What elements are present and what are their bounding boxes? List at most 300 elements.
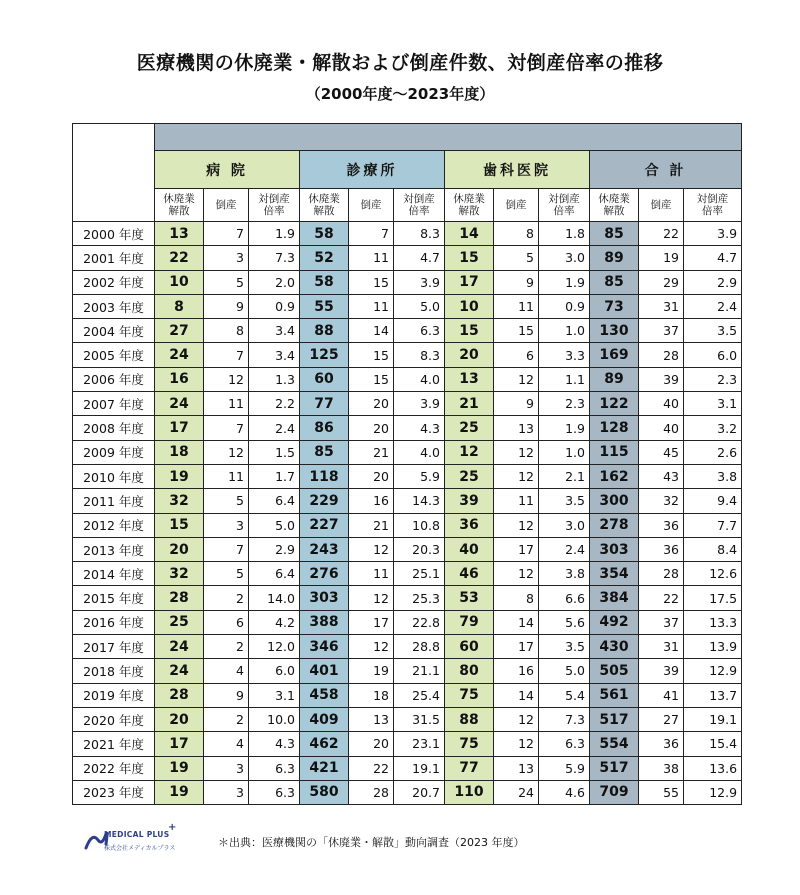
table-row [73, 683, 742, 707]
total-bankruptcies-cell: 43 [639, 464, 684, 488]
dental-closures-cell: 15 [445, 319, 494, 343]
subheader-text: 対倒産 [403, 193, 435, 205]
table-row [73, 513, 742, 537]
group-header-hospital: 病 院 [155, 151, 300, 189]
year-cell: 2017 年度 [73, 635, 155, 659]
subheader-text: 解散 [313, 205, 335, 217]
year-cell: 2003 年度 [73, 294, 155, 318]
subheader-text: 対倒産 [258, 193, 290, 205]
total-bankruptcies-cell: 37 [639, 319, 684, 343]
total-closures-cell: 85 [590, 270, 639, 294]
total-bankruptcies-cell: 29 [639, 270, 684, 294]
dental-closures-cell: 13 [445, 367, 494, 391]
total-ratio-cell: 2.4 [684, 294, 742, 318]
total-ratio-cell: 2.6 [684, 440, 742, 464]
total-bankruptcies-cell: 31 [639, 294, 684, 318]
clinic-bankruptcies-cell: 12 [349, 586, 394, 610]
hospital-ratio-cell: 6.3 [249, 780, 300, 804]
hospital-ratio-cell: 14.0 [249, 586, 300, 610]
subheader-text: 解散 [168, 205, 190, 217]
total-closures-cell: 492 [590, 610, 639, 634]
total-ratio-cell: 3.2 [684, 416, 742, 440]
table-row [73, 562, 742, 586]
dental-closures-cell: 21 [445, 392, 494, 416]
subheader-text: 倍率 [702, 205, 724, 217]
clinic-bankruptcies-cell: 20 [349, 416, 394, 440]
group-header-clinic: 診療所 [300, 151, 445, 189]
hospital-closures-cell: 24 [155, 635, 204, 659]
hospital-bankruptcies-cell: 11 [204, 392, 249, 416]
total-bankruptcies-cell: 31 [639, 635, 684, 659]
clinic-bankruptcies-cell: 7 [349, 222, 394, 246]
dental-bankruptcies-cell: 12 [494, 440, 539, 464]
hospital-closures-cell: 13 [155, 222, 204, 246]
hospital-ratio-cell: 3.1 [249, 683, 300, 707]
dental-closures-cell: 15 [445, 246, 494, 270]
subheader-total-bankruptcy [639, 189, 684, 222]
year-cell: 2007 年度 [73, 392, 155, 416]
clinic-closures-cell: 229 [300, 489, 349, 513]
total-bankruptcies-cell: 28 [639, 343, 684, 367]
hospital-closures-cell: 22 [155, 246, 204, 270]
hospital-closures-cell: 19 [155, 780, 204, 804]
clinic-bankruptcies-cell: 20 [349, 732, 394, 756]
hospital-bankruptcies-cell: 7 [204, 222, 249, 246]
clinic-ratio-cell: 25.4 [394, 683, 445, 707]
total-bankruptcies-cell: 41 [639, 683, 684, 707]
source-note: ＊出典：医療機関の「休廃業・解散」動向調査（2023 年度） [218, 836, 525, 849]
subheader-hospital-ratio [249, 189, 300, 222]
hospital-bankruptcies-cell: 3 [204, 756, 249, 780]
dental-ratio-cell: 1.1 [539, 367, 590, 391]
hospital-ratio-cell: 12.0 [249, 635, 300, 659]
hospital-closures-cell: 20 [155, 537, 204, 561]
hospital-ratio-cell: 6.0 [249, 659, 300, 683]
page-subtitle: （2000年度～2023年度） [305, 85, 495, 103]
clinic-ratio-cell: 28.8 [394, 635, 445, 659]
clinic-bankruptcies-cell: 15 [349, 367, 394, 391]
hospital-closures-cell: 28 [155, 683, 204, 707]
dental-bankruptcies-cell: 13 [494, 416, 539, 440]
total-closures-cell: 130 [590, 319, 639, 343]
table-row [73, 732, 742, 756]
hospital-closures-cell: 20 [155, 707, 204, 731]
hospital-ratio-cell: 10.0 [249, 707, 300, 731]
dental-closures-cell: 12 [445, 440, 494, 464]
hospital-ratio-cell: 1.7 [249, 464, 300, 488]
total-closures-cell: 430 [590, 635, 639, 659]
clinic-bankruptcies-cell: 12 [349, 537, 394, 561]
hospital-bankruptcies-cell: 7 [204, 343, 249, 367]
dental-closures-cell: 40 [445, 537, 494, 561]
clinic-ratio-cell: 3.9 [394, 270, 445, 294]
clinic-ratio-cell: 20.7 [394, 780, 445, 804]
total-bankruptcies-cell: 27 [639, 707, 684, 731]
hospital-closures-cell: 19 [155, 756, 204, 780]
total-closures-cell: 384 [590, 586, 639, 610]
clinic-ratio-cell: 25.1 [394, 562, 445, 586]
hospital-ratio-cell: 2.9 [249, 537, 300, 561]
dental-bankruptcies-cell: 11 [494, 489, 539, 513]
clinic-bankruptcies-cell: 20 [349, 464, 394, 488]
dental-closures-cell: 46 [445, 562, 494, 586]
total-ratio-cell: 3.1 [684, 392, 742, 416]
total-ratio-cell: 9.4 [684, 489, 742, 513]
hospital-ratio-cell: 5.0 [249, 513, 300, 537]
hospital-bankruptcies-cell: 6 [204, 610, 249, 634]
hospital-closures-cell: 15 [155, 513, 204, 537]
clinic-bankruptcies-cell: 21 [349, 440, 394, 464]
dental-bankruptcies-cell: 14 [494, 610, 539, 634]
table-row [73, 367, 742, 391]
dental-closures-cell: 17 [445, 270, 494, 294]
total-closures-cell: 73 [590, 294, 639, 318]
hospital-bankruptcies-cell: 11 [204, 464, 249, 488]
subheader-text: 倒産 [360, 199, 382, 211]
hospital-closures-cell: 27 [155, 319, 204, 343]
clinic-ratio-cell: 25.3 [394, 586, 445, 610]
hospital-bankruptcies-cell: 12 [204, 440, 249, 464]
year-cell: 2021 年度 [73, 732, 155, 756]
clinic-ratio-cell: 5.0 [394, 294, 445, 318]
hospital-closures-cell: 24 [155, 392, 204, 416]
dental-closures-cell: 36 [445, 513, 494, 537]
hospital-ratio-cell: 6.3 [249, 756, 300, 780]
hospital-bankruptcies-cell: 12 [204, 367, 249, 391]
hospital-bankruptcies-cell: 9 [204, 683, 249, 707]
hospital-bankruptcies-cell: 5 [204, 489, 249, 513]
clinic-closures-cell: 86 [300, 416, 349, 440]
year-cell: 2004 年度 [73, 319, 155, 343]
clinic-ratio-cell: 14.3 [394, 489, 445, 513]
dental-ratio-cell: 3.8 [539, 562, 590, 586]
year-cell: 2019 年度 [73, 683, 155, 707]
clinic-closures-cell: 77 [300, 392, 349, 416]
dental-closures-cell: 75 [445, 732, 494, 756]
hospital-closures-cell: 32 [155, 489, 204, 513]
subheader-text: 解散 [458, 205, 480, 217]
hospital-closures-cell: 8 [155, 294, 204, 318]
hospital-ratio-cell: 1.3 [249, 367, 300, 391]
total-closures-cell: 517 [590, 756, 639, 780]
hospital-ratio-cell: 4.3 [249, 732, 300, 756]
total-ratio-cell: 3.5 [684, 319, 742, 343]
clinic-ratio-cell: 8.3 [394, 343, 445, 367]
total-bankruptcies-cell: 55 [639, 780, 684, 804]
total-bankruptcies-cell: 19 [639, 246, 684, 270]
total-ratio-cell: 13.9 [684, 635, 742, 659]
clinic-ratio-cell: 20.3 [394, 537, 445, 561]
total-closures-cell: 278 [590, 513, 639, 537]
hospital-bankruptcies-cell: 2 [204, 586, 249, 610]
hospital-bankruptcies-cell: 3 [204, 246, 249, 270]
clinic-closures-cell: 88 [300, 319, 349, 343]
dental-closures-cell: 75 [445, 683, 494, 707]
hospital-closures-cell: 28 [155, 586, 204, 610]
total-closures-cell: 169 [590, 343, 639, 367]
year-cell: 2002 年度 [73, 270, 155, 294]
subheader-dental-bankruptcy [494, 189, 539, 222]
clinic-ratio-cell: 4.0 [394, 440, 445, 464]
clinic-bankruptcies-cell: 20 [349, 392, 394, 416]
hospital-bankruptcies-cell: 3 [204, 780, 249, 804]
year-cell: 2001 年度 [73, 246, 155, 270]
dental-ratio-cell: 1.8 [539, 222, 590, 246]
clinic-closures-cell: 346 [300, 635, 349, 659]
clinic-bankruptcies-cell: 16 [349, 489, 394, 513]
dental-ratio-cell: 1.9 [539, 416, 590, 440]
dental-bankruptcies-cell: 15 [494, 319, 539, 343]
total-closures-cell: 561 [590, 683, 639, 707]
subheader-text: 倍率 [263, 205, 285, 217]
clinic-closures-cell: 276 [300, 562, 349, 586]
dental-closures-cell: 20 [445, 343, 494, 367]
dental-ratio-cell: 3.3 [539, 343, 590, 367]
clinic-closures-cell: 458 [300, 683, 349, 707]
hospital-closures-cell: 32 [155, 562, 204, 586]
clinic-ratio-cell: 19.1 [394, 756, 445, 780]
subheader-text: 対倒産 [696, 193, 729, 205]
hospital-bankruptcies-cell: 4 [204, 732, 249, 756]
hospital-ratio-cell: 4.2 [249, 610, 300, 634]
total-ratio-cell: 6.0 [684, 343, 742, 367]
table-row [73, 707, 742, 731]
table-row [73, 586, 742, 610]
table-row [73, 416, 742, 440]
hospital-ratio-cell: 1.5 [249, 440, 300, 464]
dental-bankruptcies-cell: 17 [494, 635, 539, 659]
logo-name: MEDICAL PLUS [104, 830, 170, 839]
total-ratio-cell: 13.3 [684, 610, 742, 634]
total-closures-cell: 354 [590, 562, 639, 586]
total-ratio-cell: 4.7 [684, 246, 742, 270]
hospital-bankruptcies-cell: 7 [204, 416, 249, 440]
clinic-closures-cell: 118 [300, 464, 349, 488]
clinic-ratio-cell: 4.0 [394, 367, 445, 391]
table-row [73, 440, 742, 464]
year-cell: 2006 年度 [73, 367, 155, 391]
dental-ratio-cell: 7.3 [539, 707, 590, 731]
subheader-hospital-closure [155, 189, 204, 222]
total-ratio-cell: 2.3 [684, 367, 742, 391]
dental-closures-cell: 79 [445, 610, 494, 634]
year-cell: 2010 年度 [73, 464, 155, 488]
dental-closures-cell: 25 [445, 416, 494, 440]
clinic-closures-cell: 85 [300, 440, 349, 464]
year-cell: 2011 年度 [73, 489, 155, 513]
total-ratio-cell: 3.8 [684, 464, 742, 488]
dental-bankruptcies-cell: 9 [494, 392, 539, 416]
dental-closures-cell: 39 [445, 489, 494, 513]
total-closures-cell: 554 [590, 732, 639, 756]
dental-bankruptcies-cell: 17 [494, 537, 539, 561]
logo-plus: + [168, 822, 177, 833]
table-row [73, 246, 742, 270]
total-ratio-cell: 13.7 [684, 683, 742, 707]
dental-closures-cell: 77 [445, 756, 494, 780]
hospital-ratio-cell: 1.9 [249, 222, 300, 246]
subheader-hospital-bankruptcy [204, 189, 249, 222]
clinic-ratio-cell: 8.3 [394, 222, 445, 246]
dental-ratio-cell: 3.0 [539, 246, 590, 270]
clinic-closures-cell: 388 [300, 610, 349, 634]
clinic-closures-cell: 580 [300, 780, 349, 804]
hospital-ratio-cell: 3.4 [249, 319, 300, 343]
clinic-bankruptcies-cell: 15 [349, 270, 394, 294]
year-cell: 2012 年度 [73, 513, 155, 537]
clinic-bankruptcies-cell: 19 [349, 659, 394, 683]
total-closures-cell: 128 [590, 416, 639, 440]
dental-bankruptcies-cell: 13 [494, 756, 539, 780]
clinic-closures-cell: 401 [300, 659, 349, 683]
subheader-text: 休廃業 [163, 193, 195, 205]
dental-ratio-cell: 3.0 [539, 513, 590, 537]
total-ratio-cell: 15.4 [684, 732, 742, 756]
hospital-closures-cell: 25 [155, 610, 204, 634]
table-row [73, 489, 742, 513]
subheader-dental-closure [445, 189, 494, 222]
clinic-bankruptcies-cell: 14 [349, 319, 394, 343]
clinic-bankruptcies-cell: 21 [349, 513, 394, 537]
dental-ratio-cell: 0.9 [539, 294, 590, 318]
subheader-total-ratio [684, 189, 742, 222]
year-cell: 2023 年度 [73, 780, 155, 804]
dental-closures-cell: 53 [445, 586, 494, 610]
table-row [73, 610, 742, 634]
dental-ratio-cell: 1.0 [539, 440, 590, 464]
dental-bankruptcies-cell: 12 [494, 562, 539, 586]
clinic-ratio-cell: 21.1 [394, 659, 445, 683]
hospital-closures-cell: 18 [155, 440, 204, 464]
dental-closures-cell: 110 [445, 780, 494, 804]
clinic-ratio-cell: 10.8 [394, 513, 445, 537]
page-title: 医療機関の休廃業・解散および倒産件数、対倒産倍率の推移 [136, 52, 664, 74]
subheader-dental-ratio [539, 189, 590, 222]
total-bankruptcies-cell: 40 [639, 392, 684, 416]
total-closures-cell: 115 [590, 440, 639, 464]
clinic-closures-cell: 125 [300, 343, 349, 367]
hospital-closures-cell: 17 [155, 416, 204, 440]
hospital-bankruptcies-cell: 7 [204, 537, 249, 561]
hospital-closures-cell: 24 [155, 659, 204, 683]
hospital-ratio-cell: 3.4 [249, 343, 300, 367]
clinic-bankruptcies-cell: 28 [349, 780, 394, 804]
dental-ratio-cell: 5.9 [539, 756, 590, 780]
clinic-bankruptcies-cell: 11 [349, 246, 394, 270]
hospital-bankruptcies-cell: 4 [204, 659, 249, 683]
year-cell: 2022 年度 [73, 756, 155, 780]
dental-bankruptcies-cell: 6 [494, 343, 539, 367]
dental-ratio-cell: 2.3 [539, 392, 590, 416]
total-ratio-cell: 12.6 [684, 562, 742, 586]
total-ratio-cell: 19.1 [684, 707, 742, 731]
year-cell: 2014 年度 [73, 562, 155, 586]
year-cell: 2015 年度 [73, 586, 155, 610]
dental-bankruptcies-cell: 12 [494, 513, 539, 537]
subheader-text: 倒産 [650, 199, 672, 211]
dental-bankruptcies-cell: 12 [494, 464, 539, 488]
clinic-closures-cell: 60 [300, 367, 349, 391]
hospital-bankruptcies-cell: 3 [204, 513, 249, 537]
total-ratio-cell: 8.4 [684, 537, 742, 561]
subheader-text: 倍率 [408, 205, 430, 217]
total-ratio-cell: 12.9 [684, 659, 742, 683]
subheader-total-closure [590, 189, 639, 222]
year-cell: 2018 年度 [73, 659, 155, 683]
hospital-closures-cell: 19 [155, 464, 204, 488]
hospital-closures-cell: 17 [155, 732, 204, 756]
hospital-closures-cell: 10 [155, 270, 204, 294]
table-row [73, 464, 742, 488]
total-ratio-cell: 12.9 [684, 780, 742, 804]
dental-ratio-cell: 5.4 [539, 683, 590, 707]
clinic-closures-cell: 243 [300, 537, 349, 561]
dental-closures-cell: 80 [445, 659, 494, 683]
total-closures-cell: 162 [590, 464, 639, 488]
clinic-closures-cell: 227 [300, 513, 349, 537]
dental-ratio-cell: 3.5 [539, 489, 590, 513]
total-bankruptcies-cell: 45 [639, 440, 684, 464]
clinic-ratio-cell: 3.9 [394, 392, 445, 416]
dental-ratio-cell: 6.3 [539, 732, 590, 756]
subheader-text: 倒産 [505, 199, 527, 211]
total-ratio-cell: 13.6 [684, 756, 742, 780]
table-row [73, 294, 742, 318]
dental-closures-cell: 60 [445, 635, 494, 659]
dental-ratio-cell: 5.6 [539, 610, 590, 634]
clinic-ratio-cell: 4.7 [394, 246, 445, 270]
hospital-ratio-cell: 0.9 [249, 294, 300, 318]
hospital-ratio-cell: 2.2 [249, 392, 300, 416]
total-bankruptcies-cell: 39 [639, 659, 684, 683]
dental-bankruptcies-cell: 8 [494, 222, 539, 246]
total-bankruptcies-cell: 28 [639, 562, 684, 586]
year-cell: 2000 年度 [73, 222, 155, 246]
hospital-ratio-cell: 6.4 [249, 489, 300, 513]
subheader-text: 解散 [603, 205, 625, 217]
total-closures-cell: 300 [590, 489, 639, 513]
clinic-bankruptcies-cell: 13 [349, 707, 394, 731]
year-cell: 2016 年度 [73, 610, 155, 634]
clinic-bankruptcies-cell: 22 [349, 756, 394, 780]
clinic-ratio-cell: 4.3 [394, 416, 445, 440]
hospital-bankruptcies-cell: 2 [204, 707, 249, 731]
dental-ratio-cell: 2.1 [539, 464, 590, 488]
clinic-closures-cell: 421 [300, 756, 349, 780]
year-cell: 2009 年度 [73, 440, 155, 464]
table-row [73, 780, 742, 804]
clinic-closures-cell: 462 [300, 732, 349, 756]
clinic-ratio-cell: 6.3 [394, 319, 445, 343]
total-bankruptcies-cell: 38 [639, 756, 684, 780]
table-row [73, 343, 742, 367]
dental-bankruptcies-cell: 16 [494, 659, 539, 683]
logo-company: 株式会社メディカルプラス [104, 845, 176, 852]
dental-ratio-cell: 1.0 [539, 319, 590, 343]
hospital-closures-cell: 24 [155, 343, 204, 367]
dental-ratio-cell: 5.0 [539, 659, 590, 683]
total-closures-cell: 122 [590, 392, 639, 416]
total-bankruptcies-cell: 22 [639, 222, 684, 246]
table-row [73, 659, 742, 683]
hospital-closures-cell: 16 [155, 367, 204, 391]
clinic-bankruptcies-cell: 12 [349, 635, 394, 659]
total-ratio-cell: 17.5 [684, 586, 742, 610]
hospital-bankruptcies-cell: 8 [204, 319, 249, 343]
table-row [73, 222, 742, 246]
clinic-bankruptcies-cell: 11 [349, 562, 394, 586]
table-row [73, 392, 742, 416]
